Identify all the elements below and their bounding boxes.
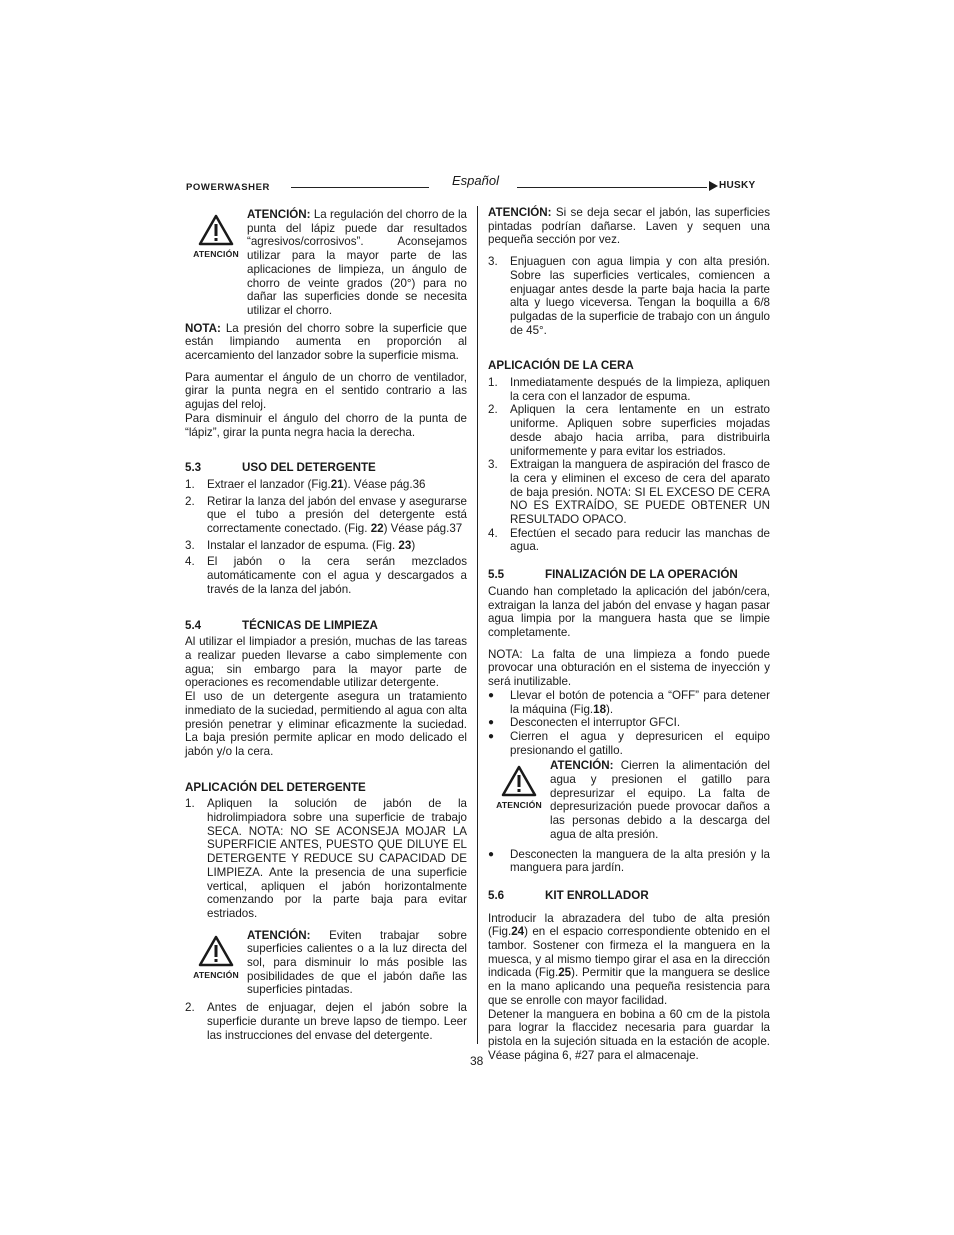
numbered-list: [185, 797, 467, 920]
warning-label: ATENCIÓN: [193, 969, 239, 980]
list-item: 1. Extraer el lanzador (Fig.21). Véase pág.36: [185, 477, 426, 491]
list-item: 3. Enjuaguen con agua limpia y con alta presión. Sobre las superficies verticales, comiencen a enjuagar antes desde la parte baja hacia la parte alta y luego viceversa. Tengan la boquilla a 6/8 pulgadas de la superficie de trabajo con un ángulo de 45°.: [488, 255, 770, 337]
section-heading-5-5: 5.5 FINALIZACIÓN DE LA OPERACIÓN: [488, 568, 738, 582]
warning-triangle-icon: [501, 765, 537, 797]
paragraph: NOTA: La falta de una limpieza a fondo puede provocar una obturación en el sistema de inyección y será inutilizable.: [488, 647, 770, 689]
list-item: 3. Extraigan la manguera de aspiración del frasco de la cera y eliminen el exceso de cera del aparato de baja presión. NOTA: SI EL EXCESO DE CERA NO ES EXTRAÍDO, SE PUEDE OBTENER UN RESULTADO OPACO.: [488, 458, 770, 527]
warning-text: ATENCIÓN: La regulación del chorro de la punta del lápiz puede dar resultados “agresivos/corrosivos”. Aconsejamos utilizar para la mayor parte de las aplicaciones de limpieza, un ángulo de chorro de veinte grados (20°) para no dañar las superficies donde se necesita utilizar el chorro.: [247, 208, 467, 317]
warning-icon-group: [185, 208, 247, 262]
subheading-aplicacion-cera: APLICACIÓN DE LA CERA: [488, 359, 634, 373]
warning-text: ATENCIÓN: Eviten trabajar sobre superficies calientes o a la luz directa del sol, para disminuir lo más posible las posibilidades de que el jabón dañe las superficies pintadas.: [247, 928, 467, 997]
warning-block: [185, 929, 467, 998]
list-item: ● Desconecten la manguera de la alta presión y la manguera para jardín.: [488, 847, 770, 875]
list-item: 2. Apliquen la cera lentamente en un estrato uniforme. Apliquen sobre superficies mojadas desde abajo hacia arriba, para distribuirla uniformemente y para evitar los estriados.: [488, 403, 770, 458]
list-item: 2. Antes de enjuagar, dejen el jabón sobre la superficie durante un breve lapso de tiempo. Leer las instrucciones del envase del detergente.: [185, 1001, 467, 1042]
note-paragraph: NOTA: La presión del chorro sobre la superficie que están limpiando aumenta en proporción al acercamiento del lanzador sobre la superficie misma.: [185, 321, 467, 363]
arrow-right-icon: [709, 181, 718, 191]
list-item: 4. Efectúen el secado para reducir las manchas de agua.: [488, 526, 770, 554]
warning-triangle-icon: [198, 214, 234, 246]
bullet-list: [488, 689, 770, 758]
column-divider: [477, 206, 478, 1044]
paragraph: Detener la manguera en bobina a 60 cm de la pistola para lograr la flaccidez necesaria para guardar la pistola en la sujeción situada en la estación de acople. Véase página 6, #27 para el almacenaje.: [488, 1007, 770, 1062]
warning-label: ATENCIÓN: [193, 249, 239, 259]
section-heading-5-6: 5.6 KIT ENROLLADOR: [488, 888, 649, 902]
bullet-list: [488, 848, 770, 875]
husky-logo: [709, 180, 756, 191]
list-item: 3. Instalar el lanzador de espuma. (Fig. 23): [185, 538, 416, 552]
list-item: 2. Retirar la lanza del jabón del envase y asegurarse que el tubo a presión del detergente está correctamente conectado. (Fig. 22) Véase pág.37: [185, 494, 467, 536]
paragraph: Al utilizar el limpiador a presión, muchas de las tareas a realizar pueden llevarse a cabo simplemente con agua; sin embargo para la mayor parte de operaciones es recomendable utilizar detergente.: [185, 635, 467, 690]
numbered-list: [488, 255, 770, 337]
warning-paragraph: ATENCIÓN: Si se deja secar el jabón, las superficies pintadas podrían dañarse. Laven y sequen una pequeña sección por vez.: [488, 206, 770, 247]
paragraph: Para disminuir el ángulo del chorro de la punta de “lápiz”, girar la punta negra hacia la derecha.: [185, 411, 467, 439]
list-item: 1. Inmediatamente después de la limpieza, apliquen la cera con el lanzador de espuma.: [488, 376, 770, 403]
header-rule-left: [291, 187, 429, 188]
numbered-list: [185, 1001, 467, 1042]
husky-logo-text: HUSKY: [719, 180, 756, 191]
subheading-aplicacion-detergente: APLICACIÓN DEL DETERGENTE: [185, 780, 366, 794]
warning-icon-group: [185, 929, 247, 983]
list-item: 4. El jabón o la cera serán mezclados automáticamente con el agua y descargados a través de la lanza del jabón.: [185, 555, 467, 596]
numbered-list: [488, 376, 770, 554]
warning-triangle-icon: [198, 935, 234, 967]
warning-label: ATENCIÓN: [496, 800, 542, 811]
right-column: [488, 206, 770, 1062]
paragraph: Cuando han completado la aplicación del jabón/cera, extraigan la lanza del jabón del envase y hagan pasar agua limpia por la manguera hasta que se limpie completamente.: [488, 584, 770, 639]
warning-block: [185, 208, 467, 318]
section-heading-5-4: 5.4 TÉCNICAS DE LIMPIEZA: [185, 618, 378, 632]
paragraph: Introducir la abrazadera del tubo de alta presión (Fig.24) en el espacio correspondiente obtenido en el tambor. Sostener con firmeza el la manguera en la muesca, y al mismo tiempo girar el asa en la dirección indicada (Fig.25). Permitir que la manguera se deslice en la mano aplicando una pequeña resistencia para que se enrolle con mayor facilidad.: [488, 911, 770, 1007]
header-language: Español: [452, 173, 499, 188]
warning-text: ATENCIÓN: Cierren la alimentación del agua y presionen el gatillo para depresurizar el equipo. La falta de depresurización puede provocar daños a las personas debido a la descarga del agua de alta presión.: [550, 759, 770, 841]
section-heading-5-3: 5.3 USO DEL DETERGENTE: [185, 461, 376, 475]
numbered-list: [185, 478, 467, 597]
warning-block: [488, 759, 770, 841]
paragraph: El uso de un detergente asegura un tratamiento inmediato de la suciedad, permitiendo al agua con alta presión penetrar y eliminar eficazmente la suciedad. La baja presión permite aplicar en modo delicado el jabón y/o la cera.: [185, 690, 467, 758]
warning-icon-group: [488, 759, 550, 813]
header-brand: POWERWASHER: [186, 182, 271, 193]
list-item: ● Desconecten el interruptor GFCI.: [488, 716, 681, 730]
paragraph: Para aumentar el ángulo de un chorro de ventilador, girar la punta negra en el sentido contrario a las agujas del reloj.: [185, 370, 467, 412]
list-item: ● Llevar el botón de potencia a “OFF” para detener la máquina (Fig.18).: [488, 688, 770, 716]
left-column: [185, 206, 467, 1042]
header-rule-right: [517, 187, 707, 188]
list-item: ● Cierren el agua y depresuricen el equipo presionando el gatillo.: [488, 729, 770, 757]
page-number: 38: [470, 1054, 484, 1068]
list-item: 1. Apliquen la solución de jabón de la hidrolimpiadora sobre una superficie de trabajo SECA. NOTA: NO SE ACONSEJA MOJAR LA SUPERFICIE ANTES, PUESTO QUE DILUYE EL DETERGENTE Y REDUCE SU CAPACIDAD DE LIMPIEZA. Ante la presencia de una superficie vertical, apliquen el jabón horizontalmente comenzando por la parte baja para evitar estriados.: [185, 797, 467, 920]
